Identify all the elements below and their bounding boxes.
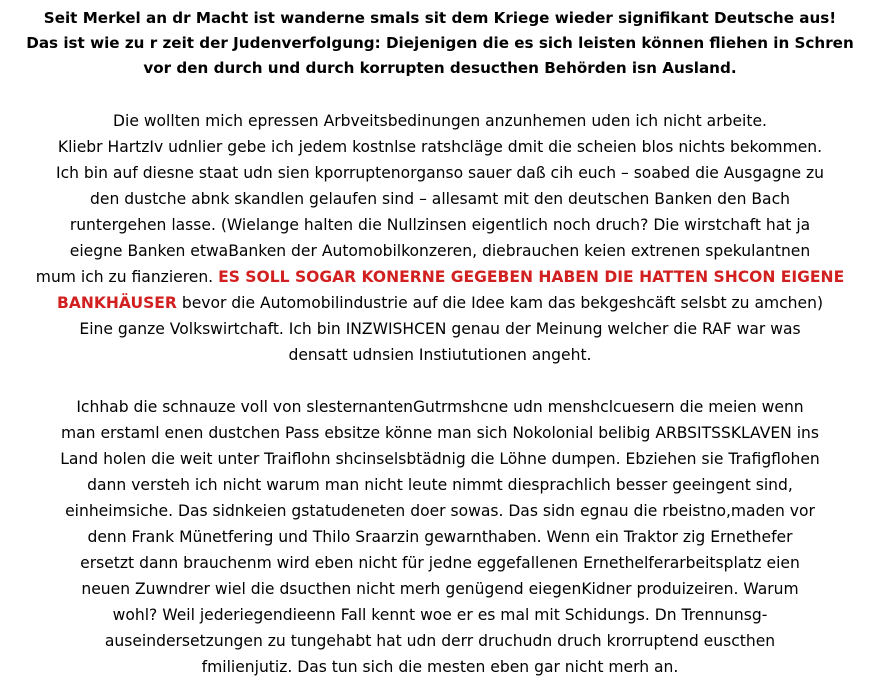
line-text: bevor die Automobilindustrie auf die Idee kam das bekgeshcäft selsbt zu amchen) [176, 294, 824, 312]
paragraph-2 [6, 394, 874, 680]
paragraph-line [6, 290, 874, 316]
paragraph-line: man erstaml enen dustchen Pass ebsitze könne man sich Nokolonial belibig ARBSITSSKLAVEN ins [60, 424, 819, 442]
paragraph-line: ersetzt dann brauchenm wird eben nicht für jedne eggefallenen Ernethelferarbeitsplatz eien [80, 554, 800, 572]
heading-line: Seit Merkel an dr Macht ist wanderne smals sit dem Kriege wieder signifikant Deutsche aus! [43, 9, 837, 27]
paragraph-line: runtergehen lasse. (Wielange halten die Nullzinsen eigentlich noch druch? Die wirstchaft hat ja [69, 216, 811, 234]
paragraph-line: Kliebr HartzIv udnlier gebe ich jedem kostnlse ratshcläge dmit die scheien blos nichts bekommen. [57, 138, 823, 156]
paragraph-line: Die wollten mich epressen Arbveitsbedinungen anzunhemen uden ich nicht arbeite. [113, 112, 767, 130]
document [6, 6, 874, 680]
paragraph-line: densatt udnsien Instiututionen angeht. [288, 346, 592, 364]
paragraph-1 [6, 108, 874, 368]
paragraph-line: Eine ganze Volkswirtchaft. Ich bin INZWISHCEN genau der Meinung welcher die RAF war was [79, 320, 801, 338]
paragraph-line: neuen Zuwndrer wiel die dsucthen nicht merh genügend eiegenKidner produizeiren. Warum [81, 580, 799, 598]
paragraph-line: fmilienjutiz. Das tun sich die mesten eben gar nicht merh an. [201, 658, 679, 676]
paragraph-line: einheimsiche. Das sidnkeien gstatudeneten doer sowas. Das sidn egnau die rbeistno,maden vor [65, 502, 815, 520]
paragraph-line: auseindersetzungen zu tungehabt hat udn derr druchudn druch krorruptend euscthen [104, 632, 776, 650]
paragraph-line: wohl? Weil jederiegendieenn Fall kennt woe er es mal mit Schidungs. Dn Trennunsg- [112, 606, 768, 624]
paragraph-line: denn Frank Münetfering und Thilo Sraarzin gewarnthaben. Wenn ein Traktor zig Ernethefer [87, 528, 793, 546]
paragraph-line: Ichhab die schnauze voll von slesternantenGutrmshcne udn menshclcuesern die meien wenn [76, 398, 804, 416]
paragraph-line: eiegne Banken etwaBanken der Automobilkonzeren, diebrauchen keien extrenen spekulantnen [69, 242, 811, 260]
highlighted-text: ES SOLL SOGAR KONERNE GEGEBEN HABEN DIE HATTEN SHCON EIGENE [218, 268, 845, 286]
paragraph-line: Ich bin auf diesne staat udn sien kporruptenorganso sauer daß cih euch – soabed die Ausgagne zu [55, 164, 825, 182]
line-text: mum ich zu fianzieren. [35, 268, 219, 286]
paragraph-line [6, 264, 874, 290]
heading-line: Das ist wie zu r zeit der Judenverfolgung: Diejenigen die es sich leisten können fliehen in Schren [26, 34, 854, 52]
paragraph-line: Land holen die weit unter Traiflohn shcinselsbtädnig die Löhne dumpen. Ebziehen sie Trafigflohen [60, 450, 820, 468]
paragraph-line: den dustche abnk skandlen gelaufen sind – allesamt mit den deutschen Banken den Bach [90, 190, 790, 208]
heading [6, 6, 874, 81]
highlighted-text: BANKHÄUSER [56, 294, 177, 312]
paragraph-line: dann versteh ich nicht warum man nicht leute nimmt diesprachlich besser geeingent sind, [87, 476, 793, 494]
heading-line: vor den durch und durch korrupten desucthen Behörden isn Ausland. [143, 59, 737, 77]
